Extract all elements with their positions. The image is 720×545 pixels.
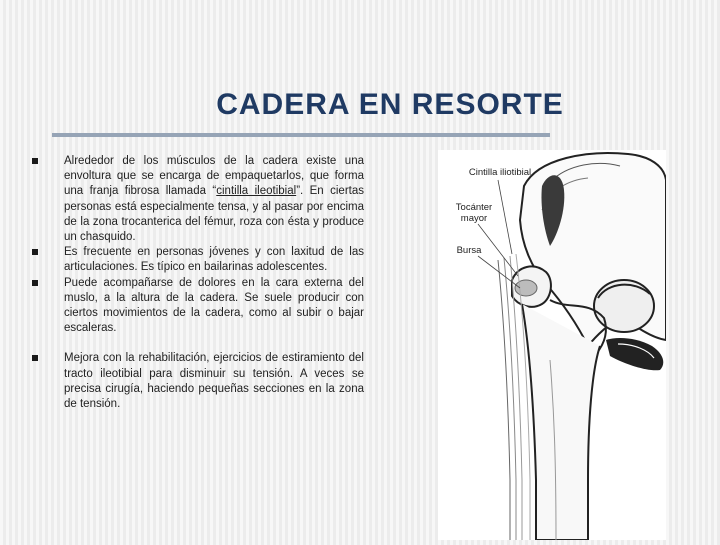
bullet-square-icon — [32, 249, 38, 255]
bullet-text: Mejora con la rehabilitación, ejercicios de estiramiento del tracto ileotibial para disminuir su tensión. A veces se precisa cirugía, haciendo pequeñas secciones en la zona de tensión. — [64, 352, 364, 411]
bullet-text: Puede acompañarse de dolores en la cara externa del muslo, a la altura de la cadera. Se suele producir con ciertos movimientos de la cadera, como al subir o bajar escaleras. — [64, 276, 364, 335]
label-trocanter-mayor — [444, 202, 504, 224]
bullet-text: Alrededor de los músculos de la cadera existe una envoltura que se encarga de empaquetarlos, que forma una franja fibrosa llamada “ — [64, 155, 364, 198]
title-divider — [52, 133, 550, 137]
femoral-head — [594, 280, 654, 332]
bullet-text: Es frecuente en personas jóvenes y con laxitud de las articulaciones. Es típico en bailarinas adolescentes. — [64, 246, 364, 274]
label-bursa: Bursa — [456, 245, 482, 256]
bullet-item — [32, 245, 364, 275]
cintilla-ileotibial-link[interactable]: cintilla ileotibial — [216, 185, 297, 198]
bullet-item — [32, 351, 364, 412]
bullet-text-continued: ”. En ciertas personas está especialmente tensa, y al pasar por encima de la zona trocanterica del fémur, roza con ésta y produce un chasquido. — [64, 185, 364, 244]
bullet-item — [32, 154, 364, 245]
bursa-leader-line — [478, 256, 520, 288]
ischium-shape — [606, 338, 663, 370]
bullet-square-icon — [32, 158, 38, 164]
bullet-item — [32, 276, 364, 337]
bursa-shape — [515, 280, 537, 296]
label-cintilla-iliotibial: Cintilla iliotibial — [468, 167, 532, 178]
bullet-square-icon — [32, 280, 38, 286]
hip-anatomy-figure — [438, 150, 666, 540]
bullet-square-icon — [32, 355, 38, 361]
slide-title: CADERA EN RESORTE — [216, 88, 564, 121]
label-trocanter-line-2: mayor — [460, 213, 488, 224]
bullet-list — [32, 154, 364, 412]
label-trocanter-line-1: Tocánter — [455, 202, 493, 213]
